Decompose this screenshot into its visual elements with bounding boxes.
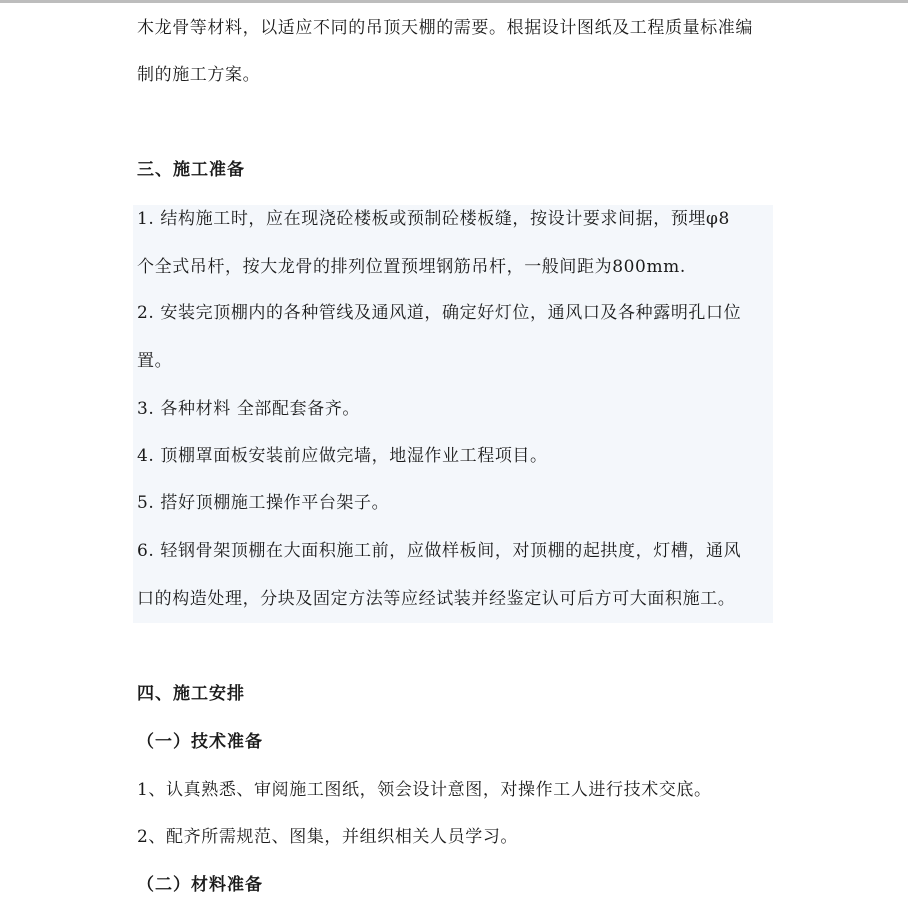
section-3-line-2: 个全式吊杆，按大龙骨的排列位置预埋钢筋吊杆，一般间距为800mm. xyxy=(137,257,686,277)
intro-line-1: 木龙骨等材料，以适应不同的吊顶天棚的需要。根据设计图纸及工程质量标准编 xyxy=(137,18,753,38)
page-top-border xyxy=(0,0,908,3)
section-3-heading: 三、施工准备 xyxy=(137,160,245,180)
section-3-line-4: 置。 xyxy=(137,351,173,371)
section-3-line-8: 6. 轻钢骨架顶棚在大面积施工前，应做样板间，对顶棚的起拱度，灯槽，通风 xyxy=(137,541,742,561)
technical-line-2: 2、配齐所需规范、图集，并组织相关人员学习。 xyxy=(137,827,519,847)
section-3-line-6: 4. 顶棚罩面板安装前应做完墙，地湿作业工程项目。 xyxy=(137,446,548,466)
intro-line-2: 制的施工方案。 xyxy=(137,65,261,85)
section-3-line-3: 2. 安装完顶棚内的各种管线及通风道，确定好灯位，通风口及各种露明孔口位 xyxy=(137,303,742,323)
section-3-line-9: 口的构造处理，分块及固定方法等应经试装并经鉴定认可后方可大面积施工。 xyxy=(137,589,736,609)
section-3-line-1: 1. 结构施工时，应在现浇砼楼板或预制砼楼板缝，按设计要求间据，预埋φ8 xyxy=(137,209,730,229)
subsection-technical-heading: （一）技术准备 xyxy=(137,732,263,752)
section-3-line-5: 3. 各种材料 全部配套备齐。 xyxy=(137,399,361,419)
subsection-material-heading: （二）材料准备 xyxy=(137,875,263,895)
technical-line-1: 1、认真熟悉、审阅施工图纸，领会设计意图，对操作工人进行技术交底。 xyxy=(137,780,712,800)
section-3-line-7: 5. 搭好顶棚施工操作平台架子。 xyxy=(137,493,390,513)
section-4-heading: 四、施工安排 xyxy=(137,684,245,704)
